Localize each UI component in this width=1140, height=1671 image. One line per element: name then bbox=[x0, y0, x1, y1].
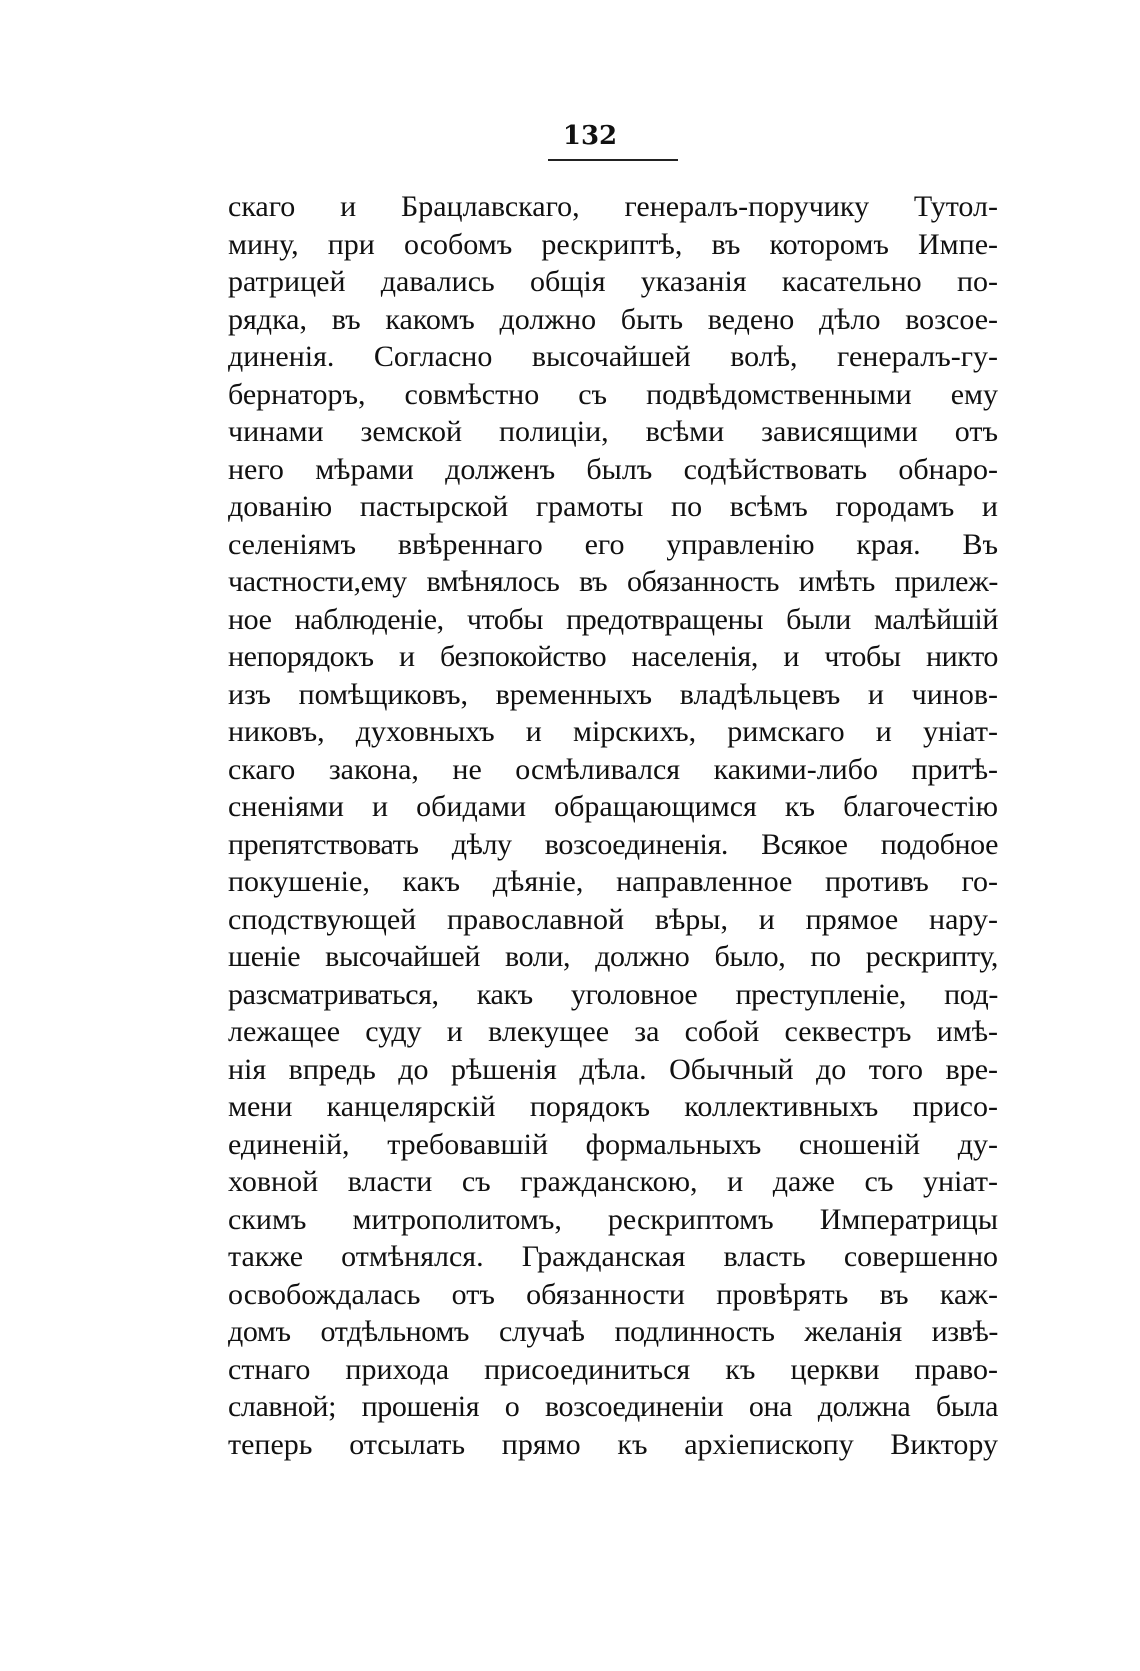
text-line: диненія. Согласно высочайшей волѣ, генералъ-гу- bbox=[228, 340, 998, 373]
text-line: никовъ, духовныхъ и мірскихъ, римскаго и уніат- bbox=[228, 715, 998, 748]
text-line: нія впредь до рѣшенія дѣла. Обычный до того вре- bbox=[228, 1052, 998, 1086]
text-line: скимъ митрополитомъ, рескриптомъ Императрицы bbox=[228, 1202, 998, 1236]
text-line: сподствующей православной вѣры, и прямое нару- bbox=[228, 902, 998, 936]
text-line: него мѣрами долженъ былъ содѣйствовать обнаро- bbox=[228, 452, 998, 486]
text-line: изъ помѣщиковъ, временныхъ владѣльцевъ и чинов- bbox=[228, 677, 998, 711]
text-line: дованію пастырской грамоты по всѣмъ городамъ и bbox=[228, 490, 998, 523]
text-line: сненіями и обидами обращающимся къ благочестію bbox=[228, 790, 998, 823]
header-rule bbox=[548, 159, 678, 161]
text-line: скаго закона, не осмѣливался какими-либо притѣ- bbox=[228, 752, 998, 786]
text-line: ное наблюденіе, чтобы предотвращены были малѣйшій bbox=[228, 602, 998, 636]
text-line: единеній, требовавшій формальныхъ сношеній ду- bbox=[228, 1127, 998, 1161]
text-line: разсматриваться, какъ уголовное преступленіе, под- bbox=[228, 977, 998, 1011]
text-line: скаго и Брацлавскаго, генералъ-поручику Тутол- bbox=[228, 190, 998, 223]
text-line: чинами земской полиціи, всѣми зависящими отъ bbox=[228, 415, 998, 448]
text-line: ратрицей давались общія указанія касательно по- bbox=[228, 265, 998, 298]
text-line: стнаго прихода присоединиться къ церкви право- bbox=[228, 1352, 998, 1386]
text-line: бернаторъ, совмѣстно съ подвѣдомственными ему bbox=[228, 377, 998, 411]
text-line: мину, при особомъ рескриптѣ, въ которомъ Импе- bbox=[228, 227, 998, 261]
text-line: непорядокъ и безпокойство населенія, и чтобы никто bbox=[228, 640, 998, 673]
text-line: освобождалась отъ обязанности провѣрять въ каж- bbox=[228, 1277, 998, 1311]
text-line: препятствовать дѣлу возсоединенія. Всякое подобное bbox=[228, 827, 998, 861]
page-number: 132 bbox=[562, 121, 618, 151]
text-line: рядка, въ какомъ должно быть ведено дѣло возсое- bbox=[228, 302, 998, 336]
text-line: также отмѣнялся. Гражданская власть совершенно bbox=[228, 1240, 998, 1273]
text-line: мени канцелярскій порядокъ коллективныхъ присо- bbox=[228, 1090, 998, 1123]
body-text bbox=[228, 188, 998, 1463]
text-line: покушеніе, какъ дѣяніе, направленное противъ го- bbox=[228, 865, 998, 898]
text-line: домъ отдѣльномъ случаѣ подлинность желанія извѣ- bbox=[228, 1315, 998, 1348]
text-line: ховной власти съ гражданскою, и даже съ уніат- bbox=[228, 1165, 998, 1198]
text-line: частности,ему вмѣнялось въ обязанность имѣть прилеж- bbox=[228, 565, 998, 598]
text-line: шеніе высочайшей воли, должно было, по рескрипту, bbox=[228, 940, 998, 973]
text-line: селеніямъ ввѣреннаго его управленію края. Въ bbox=[228, 527, 998, 561]
text-line: теперь отсылать прямо къ архіепископу Виктору bbox=[228, 1427, 998, 1461]
text-line: лежащее суду и влекущее за собой секвестръ имѣ- bbox=[228, 1015, 998, 1048]
text-line: славной; прошенія о возсоединеніи она должна была bbox=[228, 1390, 998, 1423]
